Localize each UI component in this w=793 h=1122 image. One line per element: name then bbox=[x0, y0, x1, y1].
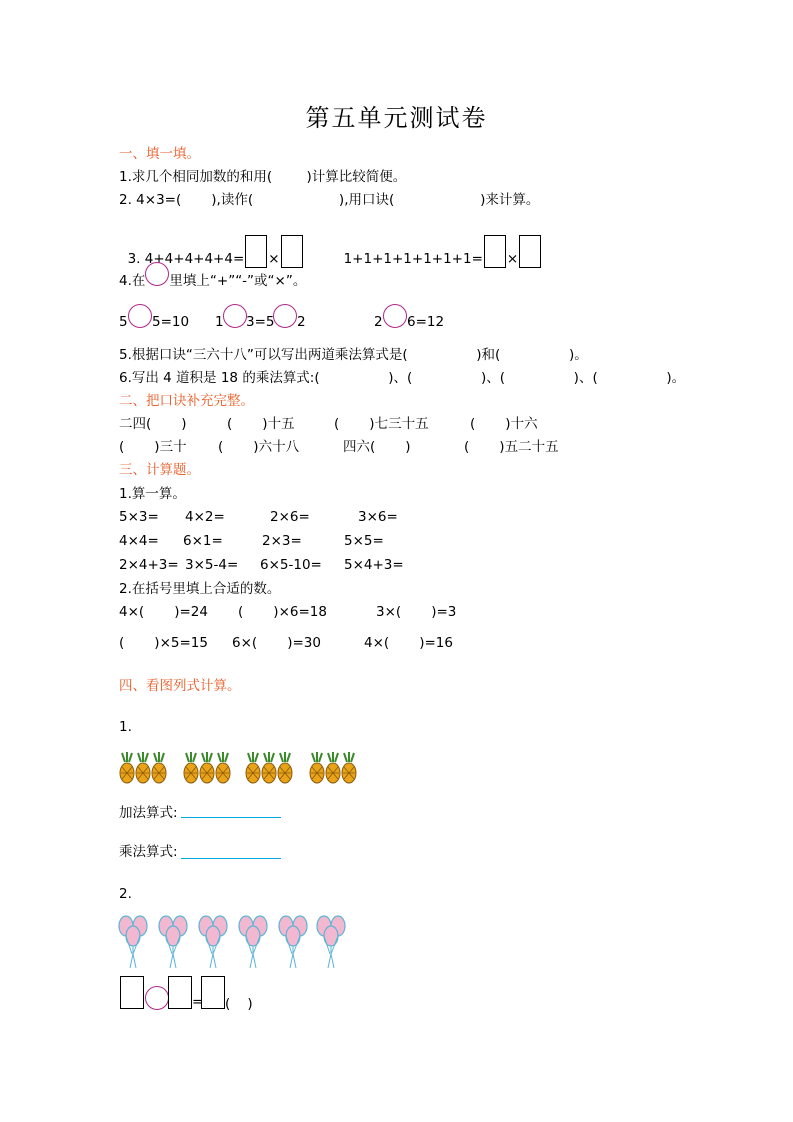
pineapple-groups-image bbox=[119, 752, 364, 784]
section-heading-3: 三、计算题。 bbox=[119, 462, 200, 478]
fill-blank: 4×( )=24 bbox=[119, 604, 208, 620]
question-6: 6.写出 4 道积是 18 的乘法算式:( )、( )、( )、( )。 bbox=[119, 370, 686, 386]
q4-item-3-right: 2 bbox=[297, 314, 306, 330]
rhyme-6: ( )六十八 bbox=[218, 439, 300, 455]
page-title: 第五单元测试卷 bbox=[305, 104, 488, 132]
q4-item-4-right: 6=12 bbox=[407, 314, 445, 330]
q4-text-a: 4.在 bbox=[119, 273, 146, 289]
addition-label: 加法算式: bbox=[119, 805, 178, 821]
multiplication-label: 乘法算式: bbox=[119, 844, 178, 860]
times-sign: × bbox=[506, 251, 519, 267]
section-heading-2: 二、把口诀补充完整。 bbox=[119, 393, 254, 409]
operator-circle[interactable] bbox=[145, 986, 169, 1010]
section-heading-1: 一、填一填。 bbox=[119, 146, 200, 162]
balloon-groups-image bbox=[118, 912, 350, 974]
calc: 4×2= bbox=[185, 509, 225, 525]
answer-box[interactable] bbox=[519, 235, 541, 268]
calc: 4×4= bbox=[119, 533, 159, 549]
rhyme-3: ( )七三十五 bbox=[334, 416, 429, 432]
rhyme-4: ( )十六 bbox=[470, 416, 538, 432]
q3-expr-b: 1+1+1+1+1+1+1= bbox=[343, 251, 483, 267]
equals-sign: = bbox=[192, 994, 204, 1010]
fill-blank: 3×( )=3 bbox=[376, 604, 457, 620]
q4-item-1-right: 5=10 bbox=[152, 314, 190, 330]
result-paren: ( ) bbox=[225, 996, 253, 1012]
rhyme-7: 四六( ) bbox=[343, 439, 411, 455]
q4-item-1-left: 5 bbox=[119, 314, 128, 330]
q4-text-b: 里填上“+”“-”或“×”。 bbox=[169, 273, 307, 289]
rhyme-2: ( )十五 bbox=[227, 416, 295, 432]
problem-2-label: 2. bbox=[119, 886, 132, 902]
calc: 6×5-10= bbox=[260, 557, 322, 573]
question-1: 1.求几个相同加数的和用( )计算比较简便。 bbox=[119, 169, 407, 185]
operator-circle[interactable] bbox=[383, 304, 407, 328]
rhyme-5: ( )三十 bbox=[119, 439, 187, 455]
calc: 6×1= bbox=[183, 533, 223, 549]
answer-box[interactable] bbox=[281, 235, 303, 268]
problem-1-label: 1. bbox=[119, 719, 132, 735]
rhyme-8: ( )五二十五 bbox=[464, 439, 559, 455]
calc: 5×5= bbox=[344, 533, 384, 549]
answer-box[interactable] bbox=[484, 235, 506, 268]
fill-blank: 6×( )=30 bbox=[232, 635, 321, 651]
rhyme-1: 二四( ) bbox=[119, 416, 187, 432]
q4-item-4-left: 2 bbox=[374, 314, 383, 330]
fill-blank: ( )×5=15 bbox=[119, 635, 208, 651]
q3-expr-a: 3. 4+4+4+4+4= bbox=[127, 251, 245, 267]
times-sign: × bbox=[268, 251, 280, 267]
question-5: 5.根据口诀“三六十八”可以写出两道乘法算式是( )和( )。 bbox=[119, 347, 588, 363]
question-3 bbox=[119, 217, 542, 267]
q4-item-2-left: 1 bbox=[215, 314, 224, 330]
section-heading-4: 四、看图列式计算。 bbox=[119, 678, 241, 694]
sub-heading-1: 1.算一算。 bbox=[119, 486, 186, 502]
operator-circle[interactable] bbox=[223, 304, 247, 328]
calc: 5×3= bbox=[119, 509, 159, 525]
calc: 5×4+3= bbox=[344, 557, 404, 573]
answer-box[interactable] bbox=[245, 235, 267, 268]
calc: 2×3= bbox=[262, 533, 302, 549]
operator-circle-icon bbox=[145, 262, 169, 286]
q4-item-2-right: 3=5 bbox=[246, 314, 275, 330]
operator-circle[interactable] bbox=[128, 304, 152, 328]
answer-box[interactable] bbox=[168, 976, 192, 1009]
calc: 2×4+3= bbox=[119, 557, 179, 573]
operator-circle[interactable] bbox=[273, 304, 297, 328]
calc: 3×6= bbox=[358, 509, 398, 525]
question-2: 2. 4×3=( ),读作( ),用口诀( )来计算。 bbox=[119, 192, 540, 208]
sub-heading-2: 2.在括号里填上合适的数。 bbox=[119, 581, 281, 597]
calc: 3×5-4= bbox=[185, 557, 239, 573]
fill-blank: 4×( )=16 bbox=[364, 635, 453, 651]
fill-blank: ( )×6=18 bbox=[238, 604, 327, 620]
multiplication-answer-line[interactable] bbox=[181, 858, 281, 859]
answer-box[interactable] bbox=[120, 976, 144, 1009]
calc: 2×6= bbox=[270, 509, 310, 525]
addition-answer-line[interactable] bbox=[181, 817, 281, 818]
answer-box[interactable] bbox=[201, 976, 225, 1009]
